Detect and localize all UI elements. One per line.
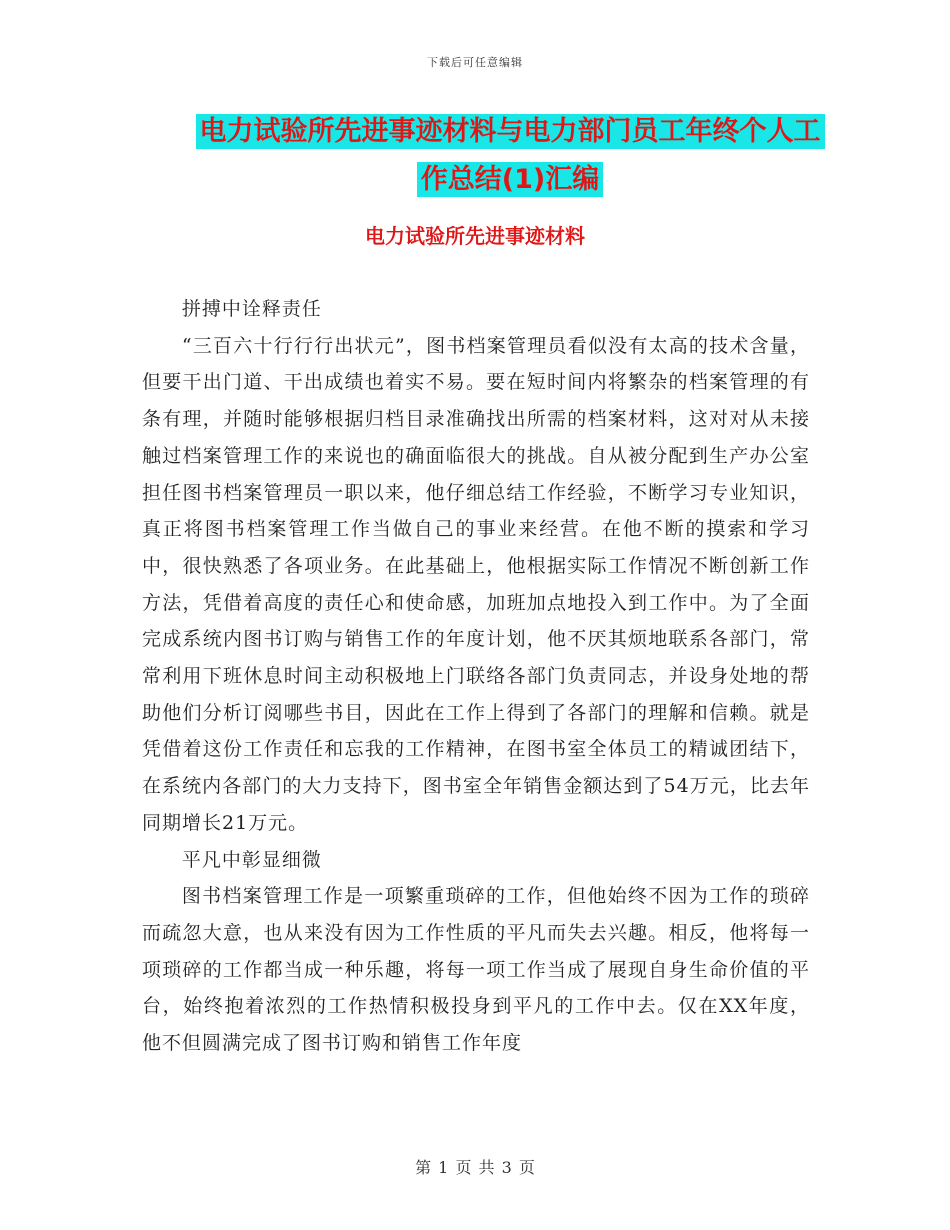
subheading-responsibility: 拼搏中诠释责任 — [181, 298, 322, 320]
section-title: 电力试验所先进事迹材料 — [365, 224, 585, 248]
paragraph-details: 图书档案管理工作是一项繁重琐碎的工作，但他始终不因为工作的琐碎而疏忽大意，也从来没有因为工作性质的平凡而失去兴趣。相反，他将每一项琐碎的工作都当成一种乐趣，将每一项工作当成了展现自身生命价值的平台，始终抱着浓烈的工作热情积极投身到平凡的工作中去。仅在XX年度，他不但圆满完成了图书订购和销售工作年度 — [142, 885, 810, 1055]
title-line-2: 作总结(1)汇编 — [417, 162, 603, 197]
paragraph-responsibility: “三百六十行行行出状元”，图书档案管理员看似没有太高的技术含量，但要干出门道、干出成绩也着实不易。要在短时间内将繁杂的档案管理的有条有理，并随时能够根据归档目录准确找出所需的档案材料，这对对从未接触过档案管理工作的来说也的确面临很大的挑战。自从被分配到生产办公室担任图书档案管理员一职以来，他仔细总结工作经验，不断学习专业知识，真正将图书档案管理工作当做自己的事业来经营。在他不断的摸索和学习中，很快熟悉了各项业务。在此基础上，他根据实际工作情况不断创新工作方法，凭借着高度的责任心和使命感，加班加点地投入到工作中。为了全面完成系统内图书订购与销售工作的年度计划，他不厌其烦地联系各部门，常常利用下班休息时间主动积极地上门联络各部门负责同志，并设身处地的帮助他们分析订阅哪些书目，因此在工作上得到了各部门的理解和信赖。就是凭借着这份工作责任和忘我的工作精神，在图书室全体员工的精诚团结下，在系统内各部门的大力支持下，图书室全年销售金额达到了54万元，比去年同期增长21万元。 — [142, 334, 810, 834]
header-note: 下载后可任意编辑 — [427, 56, 523, 69]
document-body — [142, 291, 810, 1062]
title-line-1: 电力试验所先进事迹材料与电力部门员工年终个人工 — [196, 114, 825, 149]
document-title — [150, 108, 870, 204]
page-footer: 第 1 页 共 3 页 — [415, 1158, 535, 1177]
subheading-details: 平凡中彰显细微 — [181, 848, 322, 871]
